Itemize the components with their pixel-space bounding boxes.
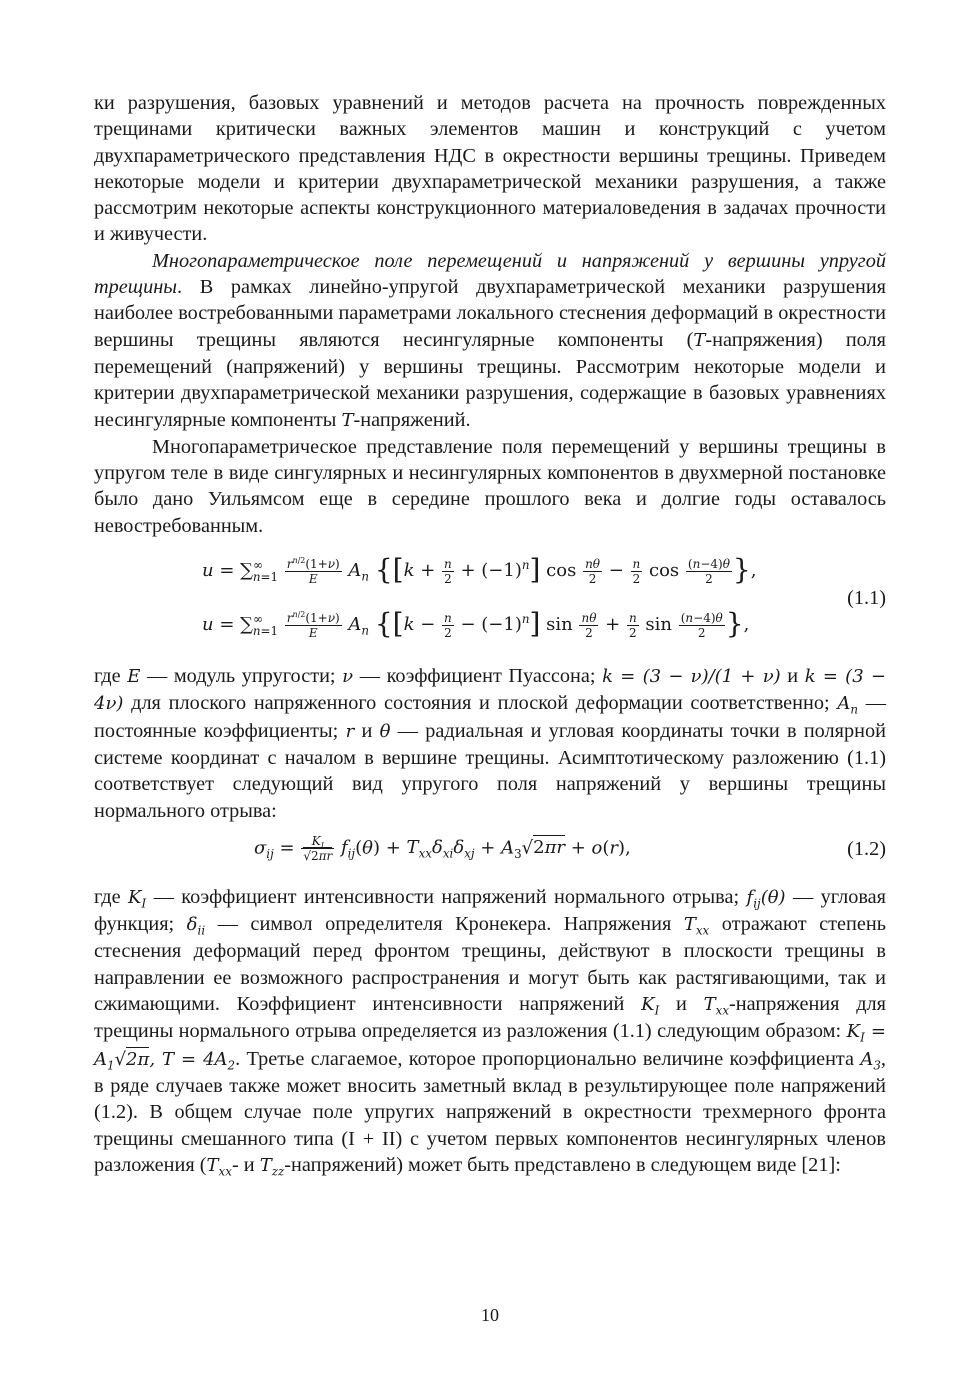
equation-number-1-1: (1.1) (847, 587, 886, 610)
equation-number-1-2: (1.2) (847, 837, 886, 860)
paragraph-5: где $K_I$ — коэффициент интенсивности напряжений нормального отрыва; $f_{ij}(\theta)$ — угловая функция; $\delta_{ii}$ — символ определителя Кронекера. Напряжения $T_{xx}$ отражают степень стеснения деформаций перед фронтом трещины, действуют в плоскости трещины в направлении ее возможного распространения и могут быть как растягивающими, так и сжимающими. Коэффициент интенсивности напряжений $K_I$ и $T_{xx}$-напряжения для трещины нормального отрыва определяется из разложения (1.1) следующим образом: $K_I = A_1√2\pi$, $T = 4A_2$. Третье слагаемое, которое пропорционально величине коэффициента $A_3$, в ряде случаев также может вносить заметный вклад в результирующее поле напряжений (1.2). В общем случае поле упругих напряжений в окрестности трехмерного фронта трещины смешанного типа (I + II) с учетом первых компонентов несингулярных членов разложения ($T_{xx}-$ и $T_{zz}-напряжений$) может быть представлено в следующем виде [21]: (94, 885, 886, 1179)
equation-1-1-line-1: $u = \sum^\infty_{n=1}$ $\frac{r^{n/2}(1+\nu)}{E}$ $A_n$ {[k + $\frac{n}{2}$ + $(-1)^n$] cos $\frac{n\theta}{2}$ − $\frac{n}{2}$ cos $\frac{(n-4)\theta}{2}$ }, (202, 553, 757, 587)
section-title: Многопараметрическое поле перемещений и напряжений у вершины упругой трещины (94, 249, 886, 299)
paragraph-4: где E — модуль упругости; ν — коэффициент Пуассона; k = (3 − ν)/(1 + ν) и k = (3 − 4ν) для плоского напряженного состояния и плоской деформации соответственно; $A_n$ — постоянные коэффициенты; r и θ — радиальная и угловая координаты точки в полярной системе координат с началом в вершине трещины. Асимптотическому разложению (1.1) соответствует следующий вид упругого поля напряжений у вершины трещины нормального отрыва: (94, 665, 886, 822)
equation-1-1 (94, 549, 886, 659)
paragraph-2: Многопараметрическое поле перемещений и напряжений у вершины упругой трещины. В рамках линейно-упругой двухпараметрической механики разрушения наиболее востребованными параметрами локального стеснения деформаций в окрестности вершины трещины являются несингулярные компоненты (T-напряжения) поля перемещений (напряжений) у вершины трещины. Рассмотрим некоторые модели и критерии двухпараметрической механики разрушения, содержащие в базовых уравнениях несингулярные компоненты T-напряжений. (94, 249, 886, 431)
page-body (94, 90, 886, 1179)
equation-1-1-line-2: $u = \sum^\infty_{n=1}$ $\frac{r^{n/2}(1+\nu)}{E}$ $A_n$ {[k − $\frac{n}{2}$ − $(-1)^n$] sin $\frac{n\theta}{2}$ + $\frac{n}{2}$ sin $\frac{(n-4)\theta}{2}$ }, (202, 607, 750, 641)
paragraph-1: ки разрушения, базовых уравнений и методов расчета на прочность поврежденных трещинами критически важных элементов машин и конструкций с учетом двухпараметрического представления НДС в окрестности вершины трещины. Приведем некоторые модели и критерии двухпараметрической механики разрушения, а также рассмотрим некоторые аспекты конструкционного материаловедения в задачах прочности и живучести. (94, 92, 886, 246)
equation-1-2: $\sigma_{ij}$ = $\frac{K_I}{√2\pi r}$ $f_{ij}(\theta) + T_{xx}\delta_{xi}\delta_{xj} + A_3√2\pi r + o(r)$, (1.2) (254, 833, 886, 863)
paragraph-3: Многопараметрическое представление поля перемещений у вершины трещины в упругом теле в виде сингулярных и несингулярных компонентов в двухмерной постановке было дано Уильямсом еще в середине прошлого века и долгие годы оставалось невостребованным. (94, 435, 886, 537)
page-number: 10 (481, 1305, 499, 1325)
